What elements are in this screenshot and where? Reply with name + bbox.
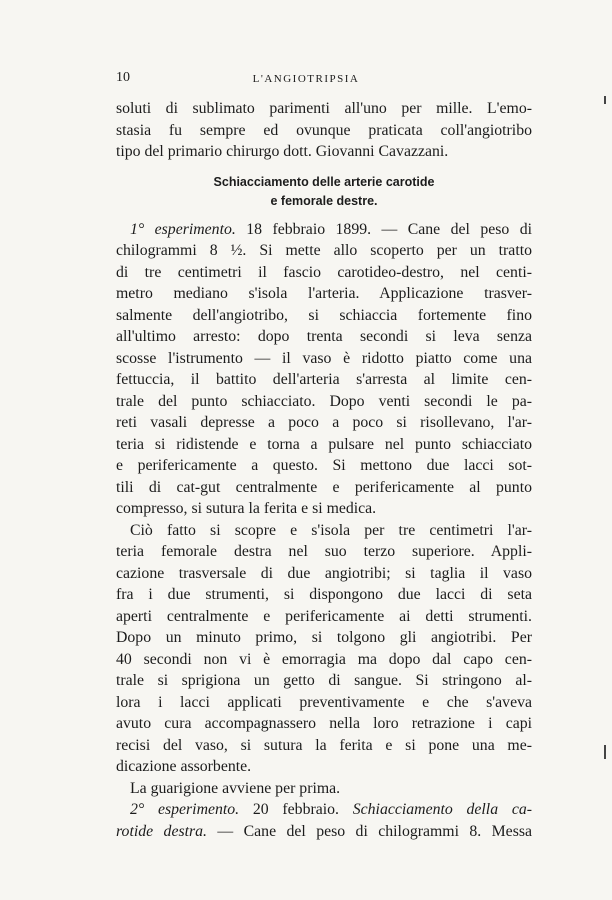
text-line: recisi del vaso, si sutura la ferita e si pone una me- bbox=[116, 736, 532, 754]
text-line: salmente dell'angiotribo, si schiaccia fortemente fino bbox=[116, 306, 532, 324]
text-line bbox=[116, 821, 532, 843]
text-line: reti vasali depresse a poco a poco si risollevano, l'ar- bbox=[116, 414, 532, 431]
text-line: stasia fu sempre ed ovunque praticata coll'angiotribo bbox=[116, 121, 532, 139]
text-line: chilogrammi 8 ½. Si mette allo scoperto per un tratto bbox=[116, 242, 532, 259]
text-line: teria femorale destra nel suo terzo superiore. Appli- bbox=[116, 543, 532, 560]
running-title: L'ANGIOTRIPSIA bbox=[252, 73, 360, 85]
text-line: compresso, si sutura la ferita e si medica. bbox=[116, 500, 377, 517]
text-line: cazione trasversale di due angiotribi; si taglia il vaso bbox=[116, 564, 532, 582]
page-edge-mark bbox=[604, 745, 606, 759]
experiment-title: Schiacciamento della ca- bbox=[352, 801, 532, 818]
text-line: di tre centimetri il fascio carotideo-destro, nel centi- bbox=[116, 263, 532, 281]
page-edge-mark bbox=[604, 96, 606, 104]
section-heading-line: e femorale destre. bbox=[270, 193, 378, 208]
experiment-1-paragraph bbox=[116, 219, 532, 520]
text-line: teria si ridistende e torna a pulsare nel punto schiacciato bbox=[116, 435, 532, 453]
text-line: scosse l'istrumento — il vaso è ridotto piatto come una bbox=[116, 349, 532, 367]
text-line bbox=[116, 799, 532, 821]
intro-paragraph bbox=[116, 98, 532, 163]
text-line: Dopo un minuto primo, si tolgono gli angiotribi. Per bbox=[116, 629, 532, 646]
text-line: 40 secondi non vi è emorragia ma dopo dal capo cen- bbox=[116, 650, 532, 668]
text-line: all'ultimo arresto: dopo trenta secondi si leva senza bbox=[116, 328, 532, 345]
femoral-paragraph bbox=[116, 520, 532, 778]
text-line: metro mediano s'isola l'arteria. Applicazione trasver- bbox=[116, 285, 532, 302]
text-fragment: 20 febbraio. bbox=[252, 801, 339, 818]
healing-line: La guarigione avviene per prima. bbox=[130, 779, 341, 797]
text-line: dicazione assorbente. bbox=[116, 758, 252, 775]
text-line: e perifericamente a questo. Si mettono due lacci sot- bbox=[116, 457, 532, 474]
text-line: tipo del primario chirurgo dott. Giovanni Cavazzani. bbox=[116, 143, 449, 160]
text-line: soluti di sublimato parimenti all'uno per mille. L'emo- bbox=[116, 100, 532, 117]
page-body bbox=[116, 98, 532, 842]
text-line bbox=[116, 219, 532, 241]
text-line: tili di cat-gut centralmente e perifericamente al punto bbox=[116, 478, 532, 496]
text-line: lora i lacci applicati preventivamente e che s'aveva bbox=[116, 693, 532, 711]
text-line: aperti centralmente e perifericamente ai detti strumenti. bbox=[116, 607, 532, 625]
text-fragment: — Cane del peso di chilogrammi 8. Messa bbox=[217, 822, 532, 840]
text-line: fettuccia, il battito dell'arteria s'arresta al limite cen- bbox=[116, 371, 532, 388]
text-line: avuto cura accompagnassero nella loro retrazione i capi bbox=[116, 715, 532, 732]
text-line: trale si sprigiona un getto di sangue. Si stringono al- bbox=[116, 672, 532, 689]
experiment-2-paragraph bbox=[116, 799, 532, 842]
text-fragment: 18 febbraio 1899. — Cane del peso di bbox=[246, 220, 532, 238]
page-number: 10 bbox=[116, 70, 130, 85]
text-line: trale del punto schiacciato. Dopo venti secondi le pa- bbox=[116, 392, 532, 410]
text-line: fra i due strumenti, si dispongono due lacci di seta bbox=[116, 586, 532, 603]
experiment-label: 2° esperimento. bbox=[130, 801, 240, 818]
section-heading bbox=[116, 173, 532, 211]
section-heading-line: Schiacciamento delle arterie carotide bbox=[213, 174, 435, 189]
experiment-title: rotide destra. bbox=[116, 822, 207, 840]
text-line: Ciò fatto si scopre e s'isola per tre centimetri l'ar- bbox=[130, 521, 532, 539]
experiment-label: 1° esperimento. bbox=[130, 220, 236, 238]
